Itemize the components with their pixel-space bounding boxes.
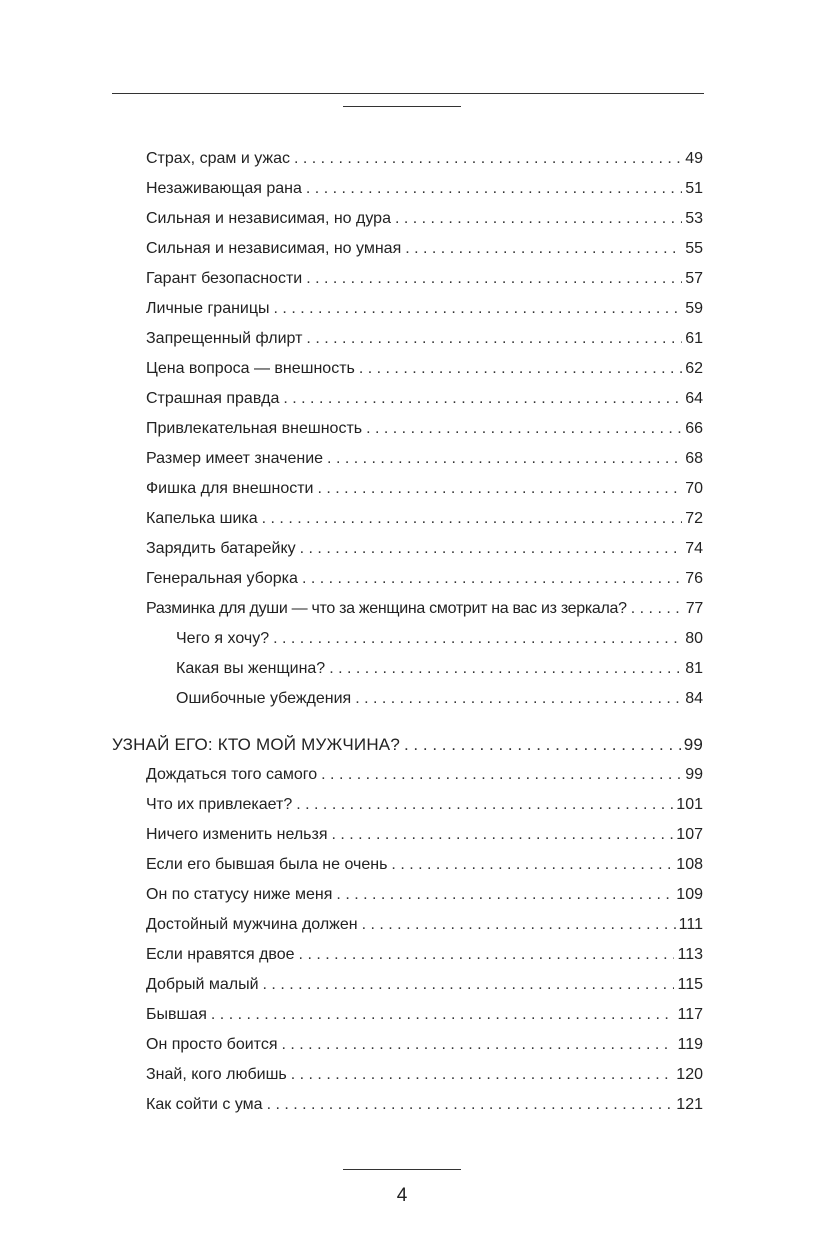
toc-entry: Размер имеет значение . . . 68	[146, 449, 703, 469]
toc-subentry: Чего я хочу? . . . 80	[176, 629, 703, 649]
toc-entry: Дождаться того самого . . . 99	[146, 765, 703, 785]
toc-entry: Гарант безопасности . . . 57	[146, 269, 703, 289]
toc-entry: Если его бывшая была не очень . . . 108	[146, 855, 703, 875]
toc-subentry: Какая вы женщина? . . . 81	[176, 659, 703, 679]
toc-entry: Зарядить батарейку . . . 74	[146, 539, 703, 559]
top-rule	[112, 93, 704, 94]
header-short-rule	[343, 106, 461, 107]
toc-entry: Личные границы . . . 59	[146, 299, 703, 319]
toc-entry: Если нравятся двое . . . 113	[146, 945, 703, 965]
toc-entry: Сильная и независимая, но дура . . . 53	[146, 209, 703, 229]
toc-entry: Как сойти с ума . . . 121	[146, 1095, 703, 1115]
page-number: 4	[396, 1185, 408, 1206]
toc-entry: Незаживающая рана . . . 51	[146, 179, 703, 199]
footer-short-rule	[343, 1169, 461, 1170]
toc-entry: Генеральная уборка . . . 76	[146, 569, 703, 589]
toc-entry: Привлекательная внешность . . . 66	[146, 419, 703, 439]
toc-entry: Знай, кого любишь . . . 120	[146, 1065, 703, 1085]
toc-chapter-heading: УЗНАЙ ЕГО: КТО МОЙ МУЖЧИНА? . . . 99	[112, 735, 703, 755]
toc-entry: Запрещенный флирт . . . 61	[146, 329, 703, 349]
toc-subentry: Ошибочные убеждения . . . 84	[176, 689, 703, 709]
toc-entry: Добрый малый . . . 115	[146, 975, 703, 995]
toc-entry: Бывшая . . . 117	[146, 1005, 703, 1025]
toc-entry: Цена вопроса — внешность . . . 62	[146, 359, 703, 379]
toc-entry: Сильная и независимая, но умная . . . 55	[146, 239, 703, 259]
toc-entry: Страх, срам и ужас . . . 49	[146, 149, 703, 169]
toc-entry: Ничего изменить нельзя . . . 107	[146, 825, 703, 845]
toc-entry: Он просто боится . . . 119	[146, 1035, 703, 1055]
toc-entry: Что их привлекает? . . . 101	[146, 795, 703, 815]
toc-entry: Фишка для внешности . . . 70	[146, 479, 703, 499]
toc-entry: Капелька шика . . . 72	[146, 509, 703, 529]
toc-entry: Достойный мужчина должен . . . 111	[146, 915, 703, 935]
toc-entry: Страшная правда . . . 64	[146, 389, 703, 409]
toc-entry: Он по статусу ниже меня . . . 109	[146, 885, 703, 905]
toc-entry: Разминка для души — что за женщина смотрит на вас из зеркала? . . . 77	[146, 599, 703, 619]
